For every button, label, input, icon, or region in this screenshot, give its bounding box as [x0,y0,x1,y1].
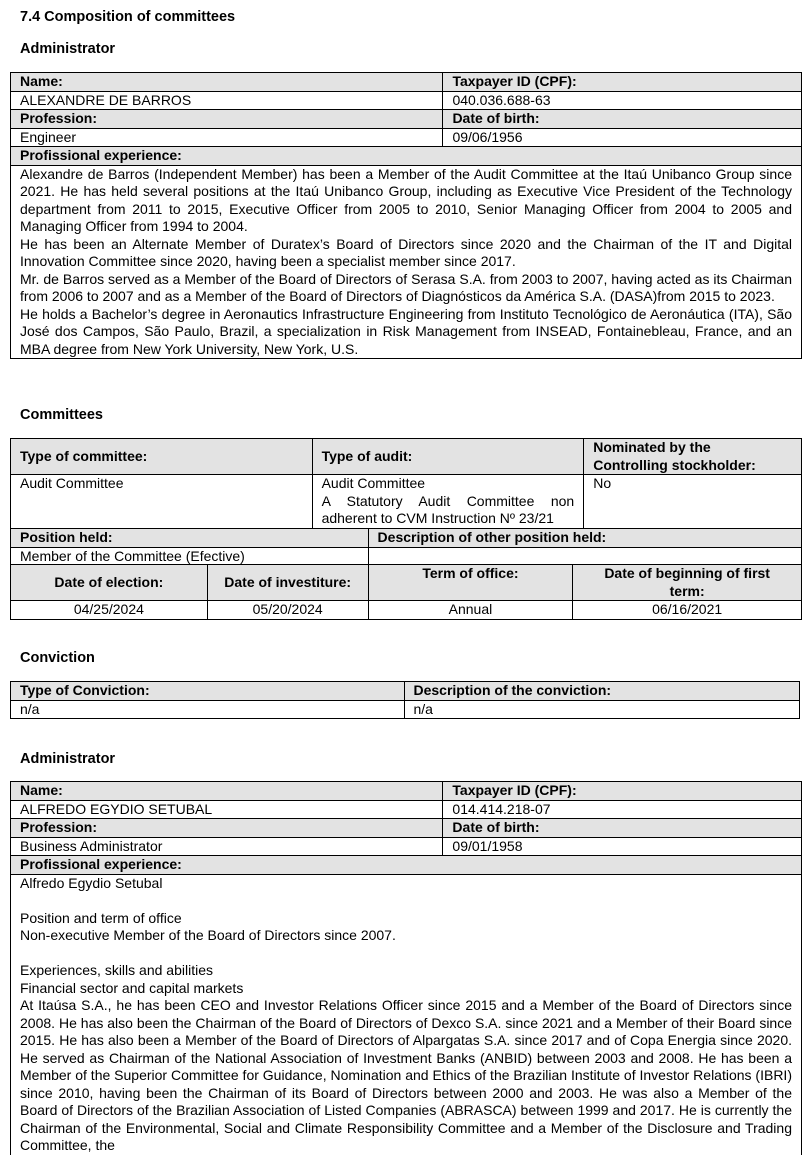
type-audit-line: A Statutory Audit Committee non [321,492,575,509]
profession-value: Business Administrator [11,837,443,856]
conviction-desc-label: Description of the conviction: [404,682,800,701]
dob-label: Date of birth: [443,110,802,129]
type-audit-label: Type of audit: [312,439,584,475]
type-committee-value: Audit Committee [11,475,313,529]
experience-skills-subtitle: Financial sector and capital markets [20,979,244,996]
taxpayer-label: Taxpayer ID (CPF): [443,73,802,92]
dob-value: 09/06/1956 [443,128,802,147]
position-value: Member of the Committee (Efective) [11,547,369,566]
experience-position: Non-executive Member of the Board of Directors since 2007. [20,927,396,943]
first-term-label-line: term: [669,582,705,599]
committees-table-top [10,438,802,529]
term-label: Term of office: [368,565,573,601]
type-committee-label: Type of committee: [11,439,313,475]
investiture-label: Date of investiture: [207,565,368,601]
conviction-table [10,681,800,719]
experience-paragraph: He holds a Bachelor’s degree in Aeronautics Infrastructure Engineering from Instituto Tecnológico de Aeronáutica (ITA), São José dos Campos, São Paulo, Brazil, a specialization in Risk Management from INSEAD, Fontainebleau, France, and an MBA degree from New York University, New York, U.S. [20,305,792,357]
experience-paragraph: He has been an Alternate Member of Duratex’s Board of Directors since 2020 and the Chairman of the IT and Digital Innovation Committee since 2020, having been a specialist member since 2017. [20,235,792,269]
taxpayer-value: 014.414.218-07 [443,800,802,819]
type-audit-value [312,475,584,529]
first-term-label-line: Date of beginning of first [604,565,770,581]
first-term-value: 06/16/2021 [573,601,802,620]
type-audit-line: adherent to CVM Instruction Nº 23/21 [321,510,554,526]
experience-text [11,165,802,359]
nominated-value: No [584,475,802,529]
election-label: Date of election: [11,565,208,601]
dob-label: Date of birth: [443,819,802,838]
other-position-label: Description of other position held: [368,529,801,548]
taxpayer-label: Taxpayer ID (CPF): [443,782,802,801]
experience-paragraph: Alexandre de Barros (Independent Member) has been a Member of the Audit Committee at the Itaú Unibanco Group since 2021. He has held several positions at the Itaú Unibanco Group, including as Executive Vice President of the Technology department from 2011 to 2015, Executive Officer from 2005 to 2010, Senior Managing Officer from 2004 to 2005 and Managing Officer from 1994 to 2004. [20,165,792,234]
nominated-label-line: Nominated by the [593,439,711,455]
name-value: ALEXANDRE DE BARROS [11,91,443,110]
name-label: Name: [11,782,443,801]
experience-paragraph: Mr. de Barros served as a Member of the Board of Directors of Serasa S.A. from 2003 to 2007, having acted as its Chairman from 2006 to 2007 and as a Member of the Board of Directors of Diagnósticos da América S.A. (DASA)from 2015 to 2023. [20,270,792,304]
administrator-table [10,72,802,359]
experience-text [11,874,802,1155]
name-value: ALFREDO EGYDIO SETUBAL [11,800,443,819]
committees-table-dates [10,564,802,620]
profession-label: Profession: [11,819,443,838]
other-position-value [368,547,801,566]
type-audit-line: Audit Committee [321,475,426,491]
nominated-label-line: Controlling stockholder: [593,456,756,473]
conviction-heading: Conviction [20,650,95,666]
profession-label: Profession: [11,110,443,129]
name-label: Name: [11,73,443,92]
election-value: 04/25/2024 [11,601,208,620]
experience-position-title: Position and term of office [20,909,182,926]
experience-paragraph: At Itaúsa S.A., he has been CEO and Investor Relations Officer since 2015 and a Member of the Board of Directors since 2008. He has also been the Chairman of the Board of Directors of Dexco S.A. since 2021 and a Member of their Board since 2015. He has also been a Member of the Board of Directors of Alpargatas S.A. since 2017 and of Copa Energia since 2020. He served as Chairman of the National Association of Investment Banks (ANBID) between 2003 and 2008. He has been a Member of the Superior Committee for Guidance, Nomination and Ethics of the Brazilian Institute of Investor Relations (IBRI) since 2010, having been the Chairman of its Board of Directors between 2000 and 2003. He was also a Member of the Board of Directors of the Brazilian Association of Listed Companies (ABRASCA) between 1999 and 2017. He is currently the Chairman of the Environmental, Social and Climate Responsibility Committee and a Member of the Disclosure and Trading Committee, the [20,997,792,1153]
position-label: Position held: [11,529,369,548]
experience-skills-title: Experiences, skills and abilities [20,962,213,978]
experience-name: Alfredo Egydio Setubal [20,874,163,891]
committees-heading: Committees [20,407,103,423]
conviction-desc-value: n/a [404,700,800,719]
dob-value: 09/01/1958 [443,837,802,856]
committees-table-position [10,528,802,566]
administrator-heading: Administrator [20,41,116,57]
investiture-value: 05/20/2024 [207,601,368,620]
first-term-label [573,565,802,601]
term-value: Annual [368,601,573,620]
administrator-table [10,781,802,1155]
administrator-heading: Administrator [20,751,116,767]
experience-label: Profissional experience: [11,856,802,875]
experience-label: Profissional experience: [11,147,802,166]
conviction-type-label: Type of Conviction: [11,682,405,701]
section-title: 7.4 Composition of committees [20,9,236,25]
taxpayer-value: 040.036.688-63 [443,91,802,110]
profession-value: Engineer [11,128,443,147]
conviction-type-value: n/a [11,700,405,719]
nominated-label [584,439,802,475]
